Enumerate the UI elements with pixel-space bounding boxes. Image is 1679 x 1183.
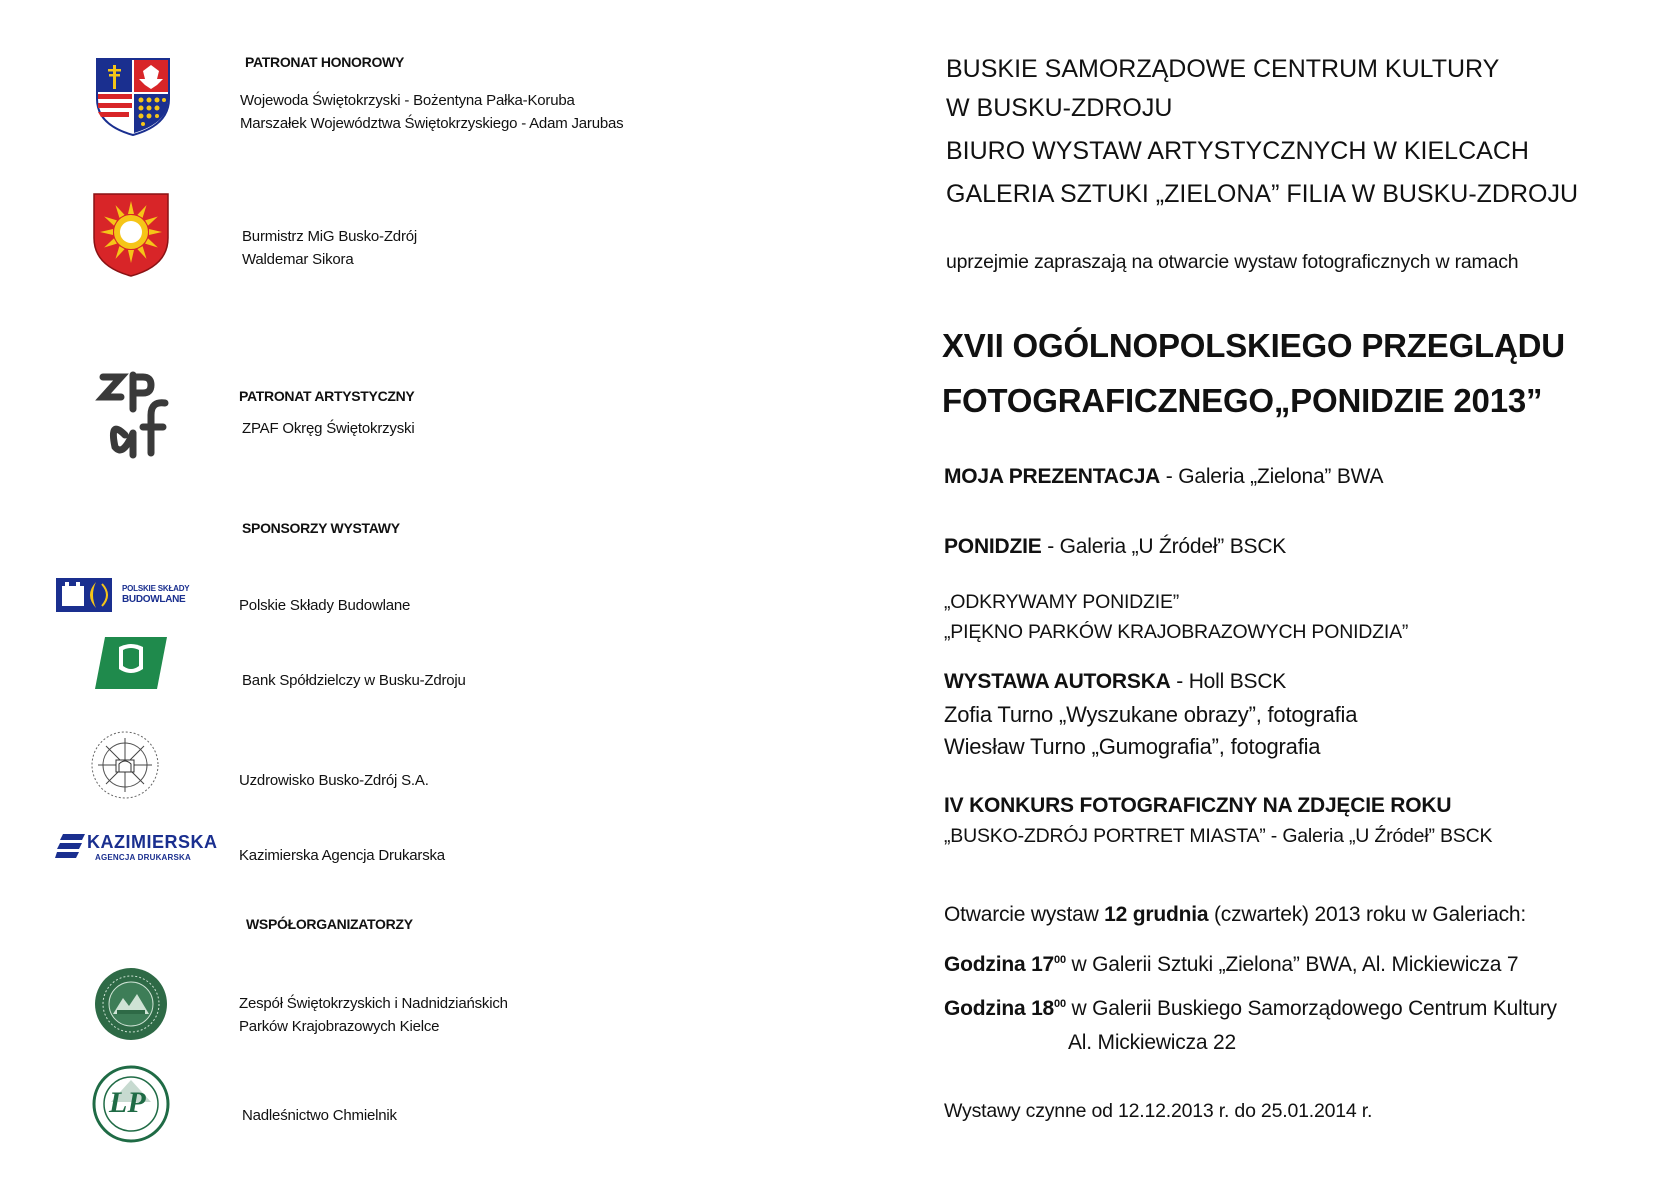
parks-logo-icon: [93, 966, 169, 1042]
sponsor-polskie-sklady-label: Polskie Składy Budowlane: [239, 597, 411, 614]
sponsors-heading: SPONSORZY WYSTAWY: [242, 520, 400, 536]
lasy-panstwowe-logo: LP: [91, 1064, 171, 1144]
opening-time-2: Godzina $18^{00}$ w Galerii Buskiego Samorządowego Centrum Kultury: [944, 997, 1557, 1020]
coorganizers-heading: WSPÓŁORGANIZATORZY: [246, 916, 413, 932]
busko-coat-of-arms-icon: [91, 192, 171, 278]
author-wieslaw-turno: Wiesław Turno „Gumografia”, fotografia: [944, 734, 1321, 759]
opening-date: Otwarcie wystaw 12 grudnia (czwartek) 2013 roku w Galeriach:: [944, 903, 1527, 926]
organizer-line-3: BIURO WYSTAW ARTYSTYCZNYCH W KIELCACH: [946, 137, 1529, 165]
mayor-line-2: Waldemar Sikora: [242, 251, 354, 268]
opening-time-1: Godzina $17^{00}$ w Galerii Sztuki „Zielona” BWA, Al. Mickiewicza 7: [944, 953, 1519, 976]
exhibition-ponidzie: PONIDZIE - Galeria „U Źródeł” BSCK: [944, 535, 1287, 558]
exhibition-dates: Wystawy czynne od 12.12.2013 r. do 25.01.2014 r.: [944, 1100, 1373, 1122]
bank-spoldzielczy-logo-icon: [95, 637, 167, 689]
voivodeship-coat-of-arms-icon: [93, 57, 173, 137]
invitation-text: uprzejmie zapraszają na otwarcie wystaw fotograficznych w ramach: [946, 251, 1519, 273]
sponsor-kazimierska-label: Kazimierska Agencja Drukarska: [239, 847, 445, 864]
exhibition-piekno-parkow: „PIĘKNO PARKÓW KRAJOBRAZOWYCH PONIDZIA”: [944, 621, 1409, 643]
exhibition-wystawa-autorska: WYSTAWA AUTORSKA - Holl BSCK: [944, 670, 1287, 693]
zpaf-logo-icon: [95, 369, 175, 459]
event-title-line-2: FOTOGRAFICZNEGO„PONIDZIE 2013”: [942, 382, 1543, 419]
sponsor-uzdrowisko-label: Uzdrowisko Busko-Zdrój S.A.: [239, 772, 429, 789]
event-title-line-1: XVII OGÓLNOPOLSKIEGO PRZEGLĄDU: [942, 327, 1565, 364]
coorganizer-parks-line-1: Zespół Świętokrzyskich i Nadnidziańskich: [239, 995, 508, 1012]
coorganizer-parks-line-2: Parków Krajobrazowych Kielce: [239, 1018, 440, 1035]
organizer-line-4: GALERIA SZTUKI „ZIELONA” FILIA W BUSKU-ZDROJU: [946, 180, 1579, 208]
uzdrowisko-logo-icon: [90, 730, 160, 800]
mayor-line-1: Burmistrz MiG Busko-Zdrój: [242, 228, 418, 245]
sponsor-bank-label: Bank Spółdzielczy w Busku-Zdroju: [242, 672, 466, 689]
artistic-patronage-heading: PATRONAT ARTYSTYCZNY: [239, 388, 415, 404]
coorganizer-nadlesnictwo-label: Nadleśnictwo Chmielnik: [242, 1107, 397, 1124]
author-zofia-turno: Zofia Turno „Wyszukane obrazy”, fotografia: [944, 702, 1358, 727]
exhibition-moja-prezentacja: MOJA PREZENTACJA - Galeria „Zielona” BWA: [944, 465, 1384, 488]
polskie-sklady-logo: POLSKIE SKŁADY BUDOWLANE: [56, 578, 206, 612]
artistic-line-1: ZPAF Okręg Świętokrzyski: [242, 420, 415, 437]
honorary-line-2: Marszałek Województwa Świętokrzyskiego - Adam Jarubas: [240, 115, 624, 132]
honorary-line-1: Wojewoda Świętokrzyski - Bożentyna Pałka-Koruba: [240, 92, 575, 109]
opening-time-2-address: Al. Mickiewicza 22: [1068, 1031, 1236, 1054]
exhibition-odkrywamy: „ODKRYWAMY PONIDZIE”: [944, 591, 1180, 613]
contest-title: IV KONKURS FOTOGRAFICZNY NA ZDJĘCIE ROKU: [944, 794, 1452, 817]
kazimierska-logo: KAZIMIERSKA AGENCJA DRUKARSKA: [55, 832, 225, 866]
organizer-line-2: W BUSKU-ZDROJU: [946, 94, 1173, 122]
contest-subtitle: „BUSKO-ZDRÓJ PORTRET MIASTA” - Galeria „U Źródeł” BSCK: [944, 825, 1493, 847]
honorary-patronage-heading: PATRONAT HONOROWY: [245, 54, 404, 70]
organizer-line-1: BUSKIE SAMORZĄDOWE CENTRUM KULTURY: [946, 55, 1500, 83]
